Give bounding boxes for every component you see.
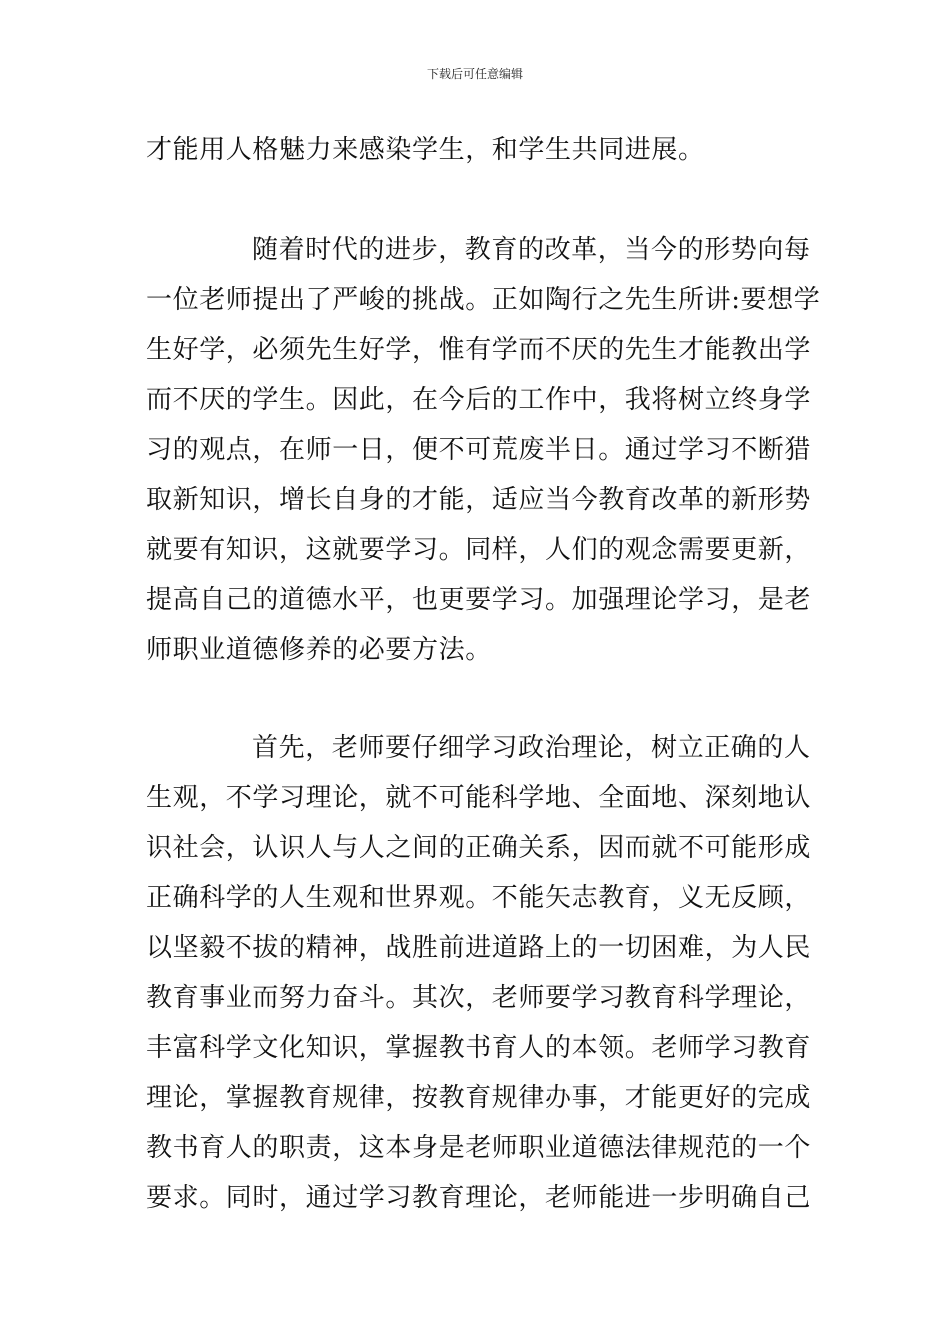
text-line: 正确科学的人生观和世界观。不能矢志教育，义无反顾， [146, 883, 812, 913]
text-line: 要求。同时，通过学习教育理论，老师能进一步明确自己 [146, 1183, 812, 1213]
text-line: 师职业道德修养的必要方法。 [146, 635, 492, 665]
text-line: 取新知识，增长自身的才能，适应当今教育改革的新形势 [146, 485, 812, 515]
text-line: 首先，老师要仔细学习政治理论，树立正确的人 [252, 733, 811, 763]
page-header-note: 下载后可任意编辑 [426, 67, 523, 81]
text-line: 习的观点，在师一日，便不可荒废半日。通过学习不断猎 [146, 435, 812, 465]
text-line: 一位老师提出了严峻的挑战。正如陶行之先生所讲:要想学 [146, 285, 821, 315]
text-line: 就要有知识，这就要学习。同样，人们的观念需要更新， [146, 535, 812, 565]
text-line: 而不厌的学生。因此，在今后的工作中，我将树立终身学 [146, 385, 812, 415]
text-line: 识社会，认识人与人之间的正确关系，因而就不可能形成 [146, 833, 812, 863]
text-line: 丰富科学文化知识，掌握教书育人的本领。老师学习教育 [146, 1033, 812, 1063]
text-line: 生好学，必须先生好学，惟有学而不厌的先生才能教出学 [146, 335, 812, 365]
text-line: 才能用人格魅力来感染学生，和学生共同进展。 [146, 135, 705, 165]
text-line: 以坚毅不拔的精神，战胜前进道路上的一切困难，为人民 [146, 933, 812, 963]
text-line: 教育事业而努力奋斗。其次，老师要学习教育科学理论， [146, 983, 812, 1013]
text-line: 提高自己的道德水平，也更要学习。加强理论学习，是老 [146, 585, 812, 615]
text-line: 生观，不学习理论，就不可能科学地、全面地、深刻地认 [146, 783, 812, 813]
text-line: 理论，掌握教育规律，按教育规律办事，才能更好的完成 [146, 1083, 812, 1113]
text-line: 随着时代的进步，教育的改革，当今的形势向每 [252, 235, 811, 265]
text-line: 教书育人的职责，这本身是老师职业道德法律规范的一个 [146, 1133, 812, 1163]
